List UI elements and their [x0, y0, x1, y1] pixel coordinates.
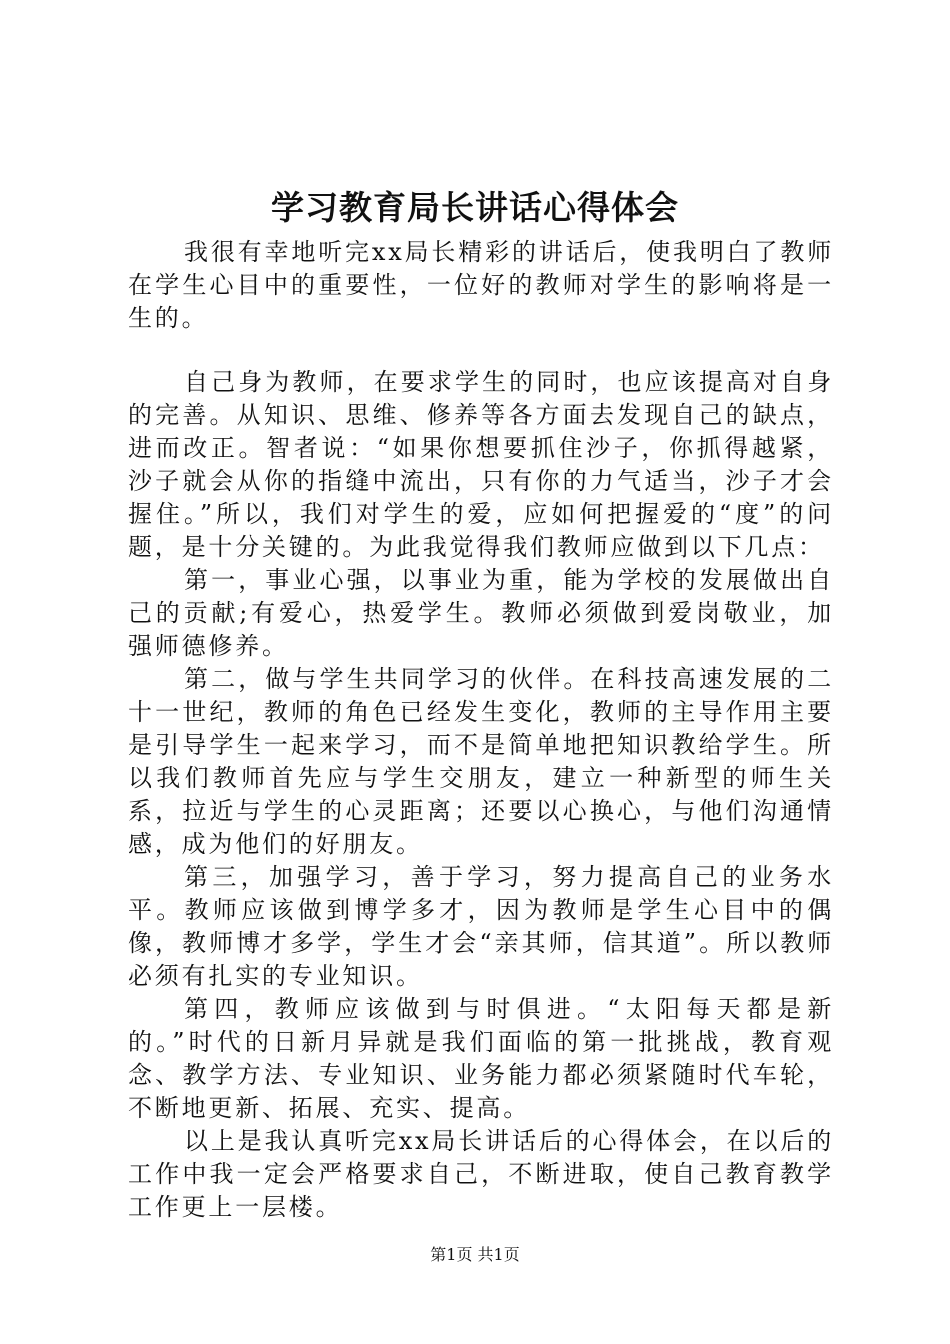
document-body — [128, 236, 834, 1224]
paragraph-conclusion: 以上是我认真听完xx局长讲话后的心得体会，在以后的工作中我一定会严格要求自己，不断进取，使自己教育教学工作更上一层楼。 — [128, 1127, 834, 1221]
paragraph-intro: 我很有幸地听完xx局长精彩的讲话后，使我明白了教师在学生心目中的重要性，一位好的教师对学生的影响将是一生的。 — [128, 238, 834, 332]
paragraph-self-improvement: 自己身为教师，在要求学生的同时，也应该提高对自身的完善。从知识、思维、修养等各方面去发现自己的缺点，进而改正。智者说：“如果你想要抓住沙子，你抓得越紧，沙子就会从你的指缝中流出，只有你的力气适当，沙子才会握住。”所以，我们对学生的爱，应如何把握爱的“度”的问题，是十分关键的。为此我觉得我们教师应做到以下几点： — [128, 368, 834, 561]
page-number-footer: 第1页 共1页 — [430, 1245, 520, 1264]
paragraph-point-one: 第一，事业心强，以事业为重，能为学校的发展做出自己的贡献;有爱心，热爱学生。教师必须做到爱岗敬业，加强师德修养。 — [128, 566, 834, 660]
paragraph-point-four: 第四，教师应该做到与时俱进。“太阳每天都是新的。”时代的日新月异就是我们面临的第一批挑战，教育观念、教学方法、专业知识、业务能力都必须紧随时代车轮，不断地更新、拓展、充实、提高。 — [128, 995, 834, 1122]
document-title: 学习教育局长讲话心得体会 — [271, 188, 679, 227]
paragraph-point-two: 第二，做与学生共同学习的伙伴。在科技高速发展的二十一世纪，教师的角色已经发生变化，教师的主导作用主要是引导学生一起来学习，而不是简单地把知识教给学生。所以我们教师首先应与学生交朋友，建立一种新型的师生关系，拉近与学生的心灵距离；还要以心换心，与他们沟通情感，成为他们的好朋友。 — [128, 665, 834, 858]
paragraph-point-three: 第三，加强学习，善于学习，努力提高自己的业务水平。教师应该做到博学多才，因为教师是学生心目中的偶像，教师博才多学，学生才会“亲其师，信其道”。所以教师必须有扎实的专业知识。 — [128, 863, 834, 990]
